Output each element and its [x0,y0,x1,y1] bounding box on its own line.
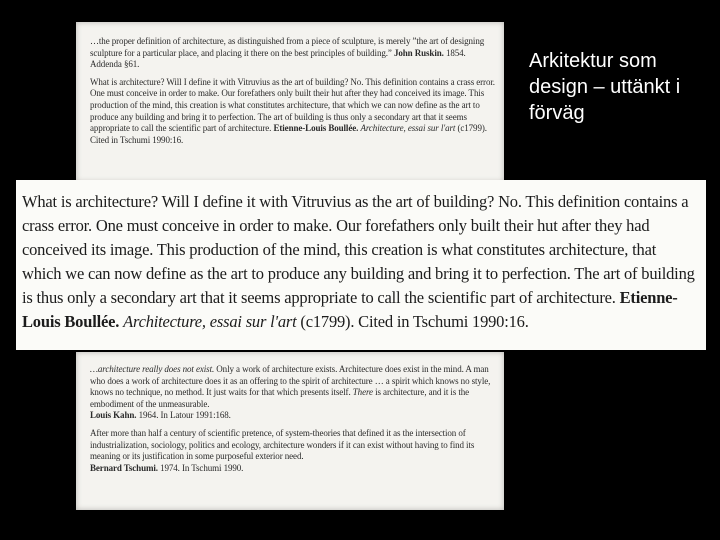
quote-boullee-small-body: What is architecture? Will I define it with Vitruvius as the art of building? No. This definition contains a crass error. One must conceive in order to make. Our forefathers only built their hut after they had conceived its image. This production of the mind, this creation is what constitutes architecture, that which we can now define as the art to produce any building and bring it to perfection. The art of building is thus only a secondary art that it seems appropriate to call the scientific part of architecture. [90,76,495,134]
quote-tschumi-source: 1974. In Tschumi 1990. [160,462,244,473]
quote-kahn-italic: …architecture really does not exist. [90,364,215,374]
quote-boullee-zoomed [22,190,697,334]
quote-boullee-small-author: Etienne-Louis Boullée. [273,123,359,134]
quote-boullee-zoomed-source: (c1799). Cited in Tschumi 1990:16. [300,312,529,331]
quote-ruskin [90,36,495,71]
quote-boullee-zoomed-author: Etienne-Louis Boullée. [22,288,678,331]
slide-title: Arkitektur som design – uttänkt i förväg [529,50,681,124]
quote-tschumi-body: After more than half a century of scientific pretence, of system-theories that defined it as the intersection of industrialization, sociology, politics and ecology, architecture wonders if it can exist without having to find its meaning or its justification in some purposeful exterior need. [90,427,475,462]
quote-kahn-there: There [352,387,373,398]
quote-kahn-source: 1964. In Latour 1991:168. [138,410,231,421]
quote-boullee-zoomed-body: What is architecture? Will I define it with Vitruvius as the art of building? No. This definition contains a crass error. One must conceive in order to make. Our forefathers only built their hut after they had conceived its image. This production of the mind, this creation is what constitutes architecture, that which we can now define as the art to produce any building and bring it to perfection. The art of building is thus only a secondary art that it seems appropriate to call the scientific part of architecture. [22,192,695,307]
quote-ruskin-author: John Ruskin. [393,47,444,58]
quote-kahn [90,364,495,422]
quote-kahn-body-end: is architecture, and it is the embodiment of the unmeasurable. [90,387,470,409]
quote-kahn-author: Louis Kahn. [90,410,137,421]
quote-tschumi-author: Bernard Tschumi. [90,462,158,473]
quote-boullee-small-source: (c1799). Cited in Tschumi 1990:16. [90,123,487,145]
quote-ruskin-body: …the proper definition of architecture, as distinguished from a piece of sculpture, is merely ”the art of designing sculpture for a particular place, and placing it there on the best principles of building.” [90,36,485,58]
zoomed-quote-panel [16,180,706,350]
quote-tschumi [90,428,495,474]
quote-boullee-zoomed-work: Architecture, essai sur l'art [123,312,297,331]
top-quotes [90,36,495,152]
quote-boullee-small-work: Architecture, essai sur l'art [360,123,456,134]
bottom-quotes [90,364,495,480]
quote-ruskin-source: 1854. Addenda §61. [90,47,466,70]
quote-boullee-small [90,77,495,147]
quote-kahn-body: Only a work of architecture exists. Architecture does exist in the mind. A man who does a work of architecture does it as an offering to the spirit of architecture … a spirit which knows no style, knows no technique, no method. It just waits for that which presents itself. [90,364,491,398]
